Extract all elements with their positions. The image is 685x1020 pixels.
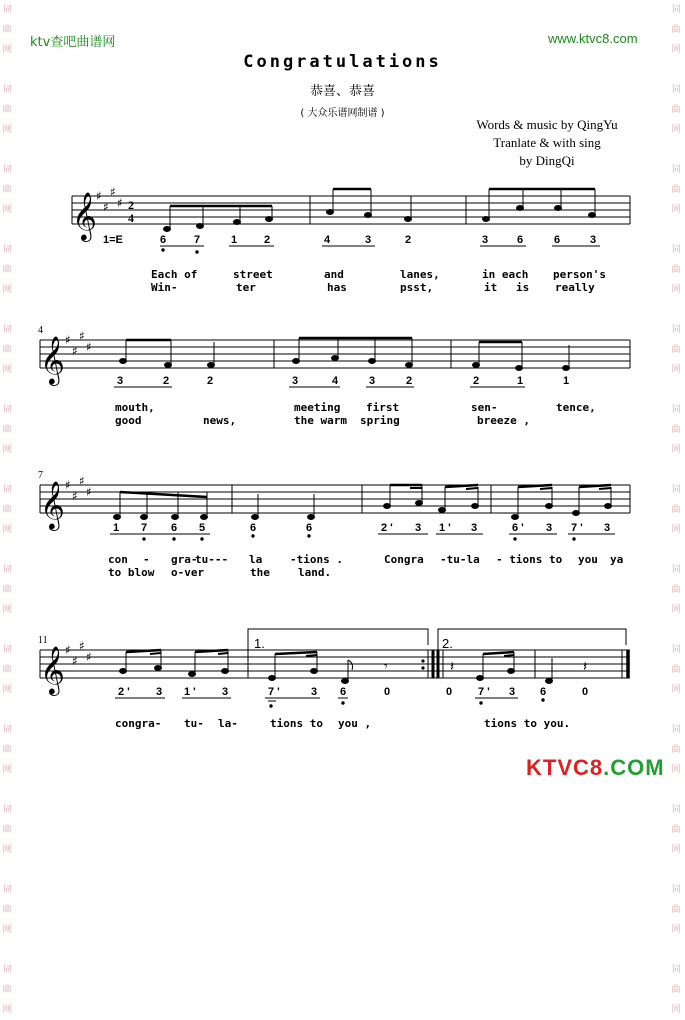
svg-text:♯: ♯ — [86, 340, 92, 354]
jianpu-note: 4 — [324, 234, 331, 246]
lyric: lanes, — [400, 268, 440, 281]
lyric: good — [115, 414, 142, 427]
svg-text:♯: ♯ — [86, 485, 92, 499]
jianpu-note: 7 ' — [571, 522, 583, 534]
treble-clef: 𝄞 — [40, 480, 65, 529]
lyric: you , — [338, 717, 372, 730]
svg-text:♯: ♯ — [86, 650, 92, 664]
lyric: is — [516, 281, 530, 294]
jianpu-note: 0 — [446, 686, 453, 698]
svg-text:♯: ♯ — [103, 200, 109, 214]
song-subtitle-chinese: 恭喜、恭喜 — [309, 84, 375, 99]
right-watermark-strip: 词 曲 网 词 曲 网 词 曲 网 词 曲 网 词 曲 网 词 曲 网 词 曲 网 词 曲 网 词 曲 网 词 曲 网 词 曲 网 词 曲 网 词 曲 网 — [671, 5, 681, 1015]
jianpu-note: 3 — [590, 234, 597, 246]
jianpu-note: 5 — [199, 522, 206, 534]
svg-text:♯: ♯ — [65, 478, 71, 492]
svg-text:♯: ♯ — [65, 333, 71, 347]
treble-clef: 𝄞 — [72, 191, 97, 240]
jianpu-note: 3 — [482, 234, 489, 246]
measure-number-4: 4 — [38, 325, 43, 336]
lyric: ya — [610, 553, 624, 566]
lyric: news, — [203, 414, 237, 427]
lyric: tions to — [270, 717, 323, 730]
rests-system-4 — [384, 659, 587, 675]
svg-text:♯: ♯ — [79, 329, 85, 343]
lyric: -tions . — [290, 553, 343, 566]
jianpu-note: 2 ' — [381, 522, 393, 534]
lyric: the — [250, 566, 270, 579]
lyric: Win- — [151, 281, 178, 294]
lyric: mouth, — [115, 401, 155, 414]
svg-text:♯: ♯ — [65, 643, 71, 657]
jianpu-note: 7 — [194, 234, 201, 246]
credit-line-words-music: Words & music by QingYu — [476, 117, 618, 132]
ktvc8-logo[interactable] — [526, 755, 665, 781]
jianpu-note: 3 — [117, 375, 124, 387]
lyric: spring — [360, 414, 400, 427]
jianpu-marks-3 — [110, 534, 615, 540]
svg-text:♯: ♯ — [79, 639, 85, 653]
lyric: has — [327, 281, 347, 294]
lyric: tions to you. — [484, 717, 571, 730]
jianpu-note: 3 — [369, 375, 376, 387]
logo-domain: .COM — [603, 755, 665, 780]
lyric: - — [143, 553, 150, 566]
svg-text:♯: ♯ — [72, 489, 78, 503]
jianpu-note: 1 — [231, 234, 238, 246]
jianpu-marks-1 — [160, 246, 600, 253]
jianpu-note: 1 — [113, 522, 120, 534]
jianpu-note: 3 — [156, 686, 163, 698]
site-url-right[interactable]: www.ktvc8.com — [548, 31, 638, 46]
jianpu-note: 6 — [171, 522, 178, 534]
lyric: o-ver — [171, 566, 205, 579]
jianpu-note: 4 — [332, 375, 339, 387]
jianpu-system-3 — [113, 522, 610, 534]
jianpu-note: 6 ' — [512, 522, 524, 534]
jianpu-note: 3 — [292, 375, 299, 387]
lyrics-system-2 — [115, 401, 596, 427]
jianpu-note: 7 ' — [478, 686, 490, 698]
lyric: -tu-la — [440, 553, 480, 566]
jianpu-note: 2 — [473, 375, 480, 387]
jianpu-note: 3 — [365, 234, 372, 246]
lyric: meeting — [294, 401, 341, 414]
jianpu-note: 2 — [406, 375, 413, 387]
lyric: breeze , — [477, 414, 530, 427]
volta-brackets — [248, 629, 626, 650]
svg-text:𝄽: 𝄽 — [450, 659, 455, 675]
lyric: tu--- — [195, 553, 229, 566]
credit-line-by: by DingQi — [519, 153, 575, 168]
time-signature-top: 2 — [128, 198, 134, 212]
jianpu-system-2 — [117, 375, 569, 387]
lyric: la- — [218, 717, 238, 730]
jianpu-note: 3 — [222, 686, 229, 698]
jianpu-note: 1 ' — [184, 686, 196, 698]
svg-text:♯: ♯ — [96, 189, 102, 203]
jianpu-note: 2 — [405, 234, 412, 246]
time-signature-bottom: 4 — [128, 211, 134, 225]
jianpu-note: 7 ' — [268, 686, 280, 698]
jianpu-note: 6 — [160, 234, 167, 246]
lyric: Congra — [384, 553, 424, 566]
jianpu-note: 6 — [340, 686, 347, 698]
lyrics-system-4 — [115, 717, 570, 730]
jianpu-note: 2 — [207, 375, 214, 387]
jianpu-note: 1 — [563, 375, 570, 387]
jianpu-note: 3 — [471, 522, 478, 534]
lyric: first — [366, 401, 400, 414]
jianpu-note: 6 — [517, 234, 524, 246]
jianpu-system-4 — [118, 686, 588, 698]
measure-number-7: 7 — [38, 470, 43, 481]
staff-system-1 — [72, 196, 630, 224]
lyric: the warm — [294, 414, 347, 427]
lyric: tu- — [184, 717, 204, 730]
jianpu-note: 2 — [264, 234, 271, 246]
score-maker-note: ( 大众乐谱网制谱 ) — [300, 108, 385, 119]
lyric: tence, — [556, 401, 596, 414]
svg-text:♯: ♯ — [72, 654, 78, 668]
jianpu-note: 3 — [509, 686, 516, 698]
staff-system-2 — [40, 340, 630, 368]
lyric: in each — [482, 268, 529, 281]
jianpu-note: 3 — [311, 686, 318, 698]
svg-text:♯: ♯ — [110, 185, 116, 199]
lyric: psst, — [400, 281, 434, 294]
jianpu-note: 3 — [604, 522, 611, 534]
jianpu-note: 1 — [517, 375, 524, 387]
lyric: con — [108, 553, 128, 566]
lyric: congra- — [115, 717, 162, 730]
jianpu-note: 0 — [384, 686, 391, 698]
treble-clef: 𝄞 — [40, 645, 65, 694]
logo-brand: KTVC8 — [526, 755, 604, 780]
lyric: street — [233, 268, 273, 281]
lyric: land. — [298, 566, 332, 579]
jianpu-note: 6 — [540, 686, 547, 698]
lyric: you — [578, 553, 598, 566]
lyric: to blow — [108, 566, 155, 579]
lyrics-system-3 — [108, 553, 623, 579]
lyric: - tions to — [496, 553, 563, 566]
jianpu-note: 2 — [163, 375, 170, 387]
jianpu-marks-4 — [115, 698, 544, 707]
lyrics-system-1 — [151, 268, 606, 294]
site-name-left[interactable]: ktv查吧曲谱网 — [30, 35, 116, 50]
jianpu-note: 1 ' — [439, 522, 451, 534]
lyric: person's — [553, 268, 606, 281]
jianpu-note: 6 — [554, 234, 561, 246]
jianpu-system-1 — [160, 234, 596, 246]
treble-clef: 𝄞 — [40, 335, 65, 384]
svg-text:♯: ♯ — [117, 196, 123, 210]
staff-system-4 — [40, 650, 630, 678]
volta-1-label: 1. — [254, 636, 265, 651]
lyric: it — [484, 281, 498, 294]
jianpu-note: 2 ' — [118, 686, 130, 698]
svg-text:𝄾: 𝄾 — [384, 659, 388, 675]
lyric: really — [555, 281, 595, 294]
lyric: Each of — [151, 268, 198, 281]
lyric: ter — [236, 281, 256, 294]
jianpu-note: 6 — [250, 522, 257, 534]
jianpu-note: 3 — [415, 522, 422, 534]
key-label: 1=E — [103, 234, 123, 246]
song-title: Congratulations — [243, 52, 442, 72]
left-watermark-strip: 词 曲 网 词 曲 网 词 曲 网 词 曲 网 词 曲 网 词 曲 网 词 曲 网 词 曲 网 词 曲 网 词 曲 网 词 曲 网 词 曲 网 词 曲 网 — [2, 5, 12, 1015]
jianpu-note: 0 — [582, 686, 589, 698]
svg-text:♯: ♯ — [79, 474, 85, 488]
svg-text:𝄽: 𝄽 — [583, 659, 588, 675]
jianpu-note: 6 — [306, 522, 313, 534]
jianpu-note: 3 — [546, 522, 553, 534]
credit-line-translate: Tranlate & with sing — [493, 135, 601, 150]
lyric: la — [249, 553, 263, 566]
lyric: and — [324, 268, 344, 281]
svg-text:♯: ♯ — [72, 344, 78, 358]
lyric: sen- — [471, 401, 498, 414]
volta-2-label: 2. — [442, 636, 453, 651]
lyric: gra- — [171, 553, 198, 566]
measure-number-11: 11 — [38, 635, 48, 646]
jianpu-note: 7 — [141, 522, 148, 534]
